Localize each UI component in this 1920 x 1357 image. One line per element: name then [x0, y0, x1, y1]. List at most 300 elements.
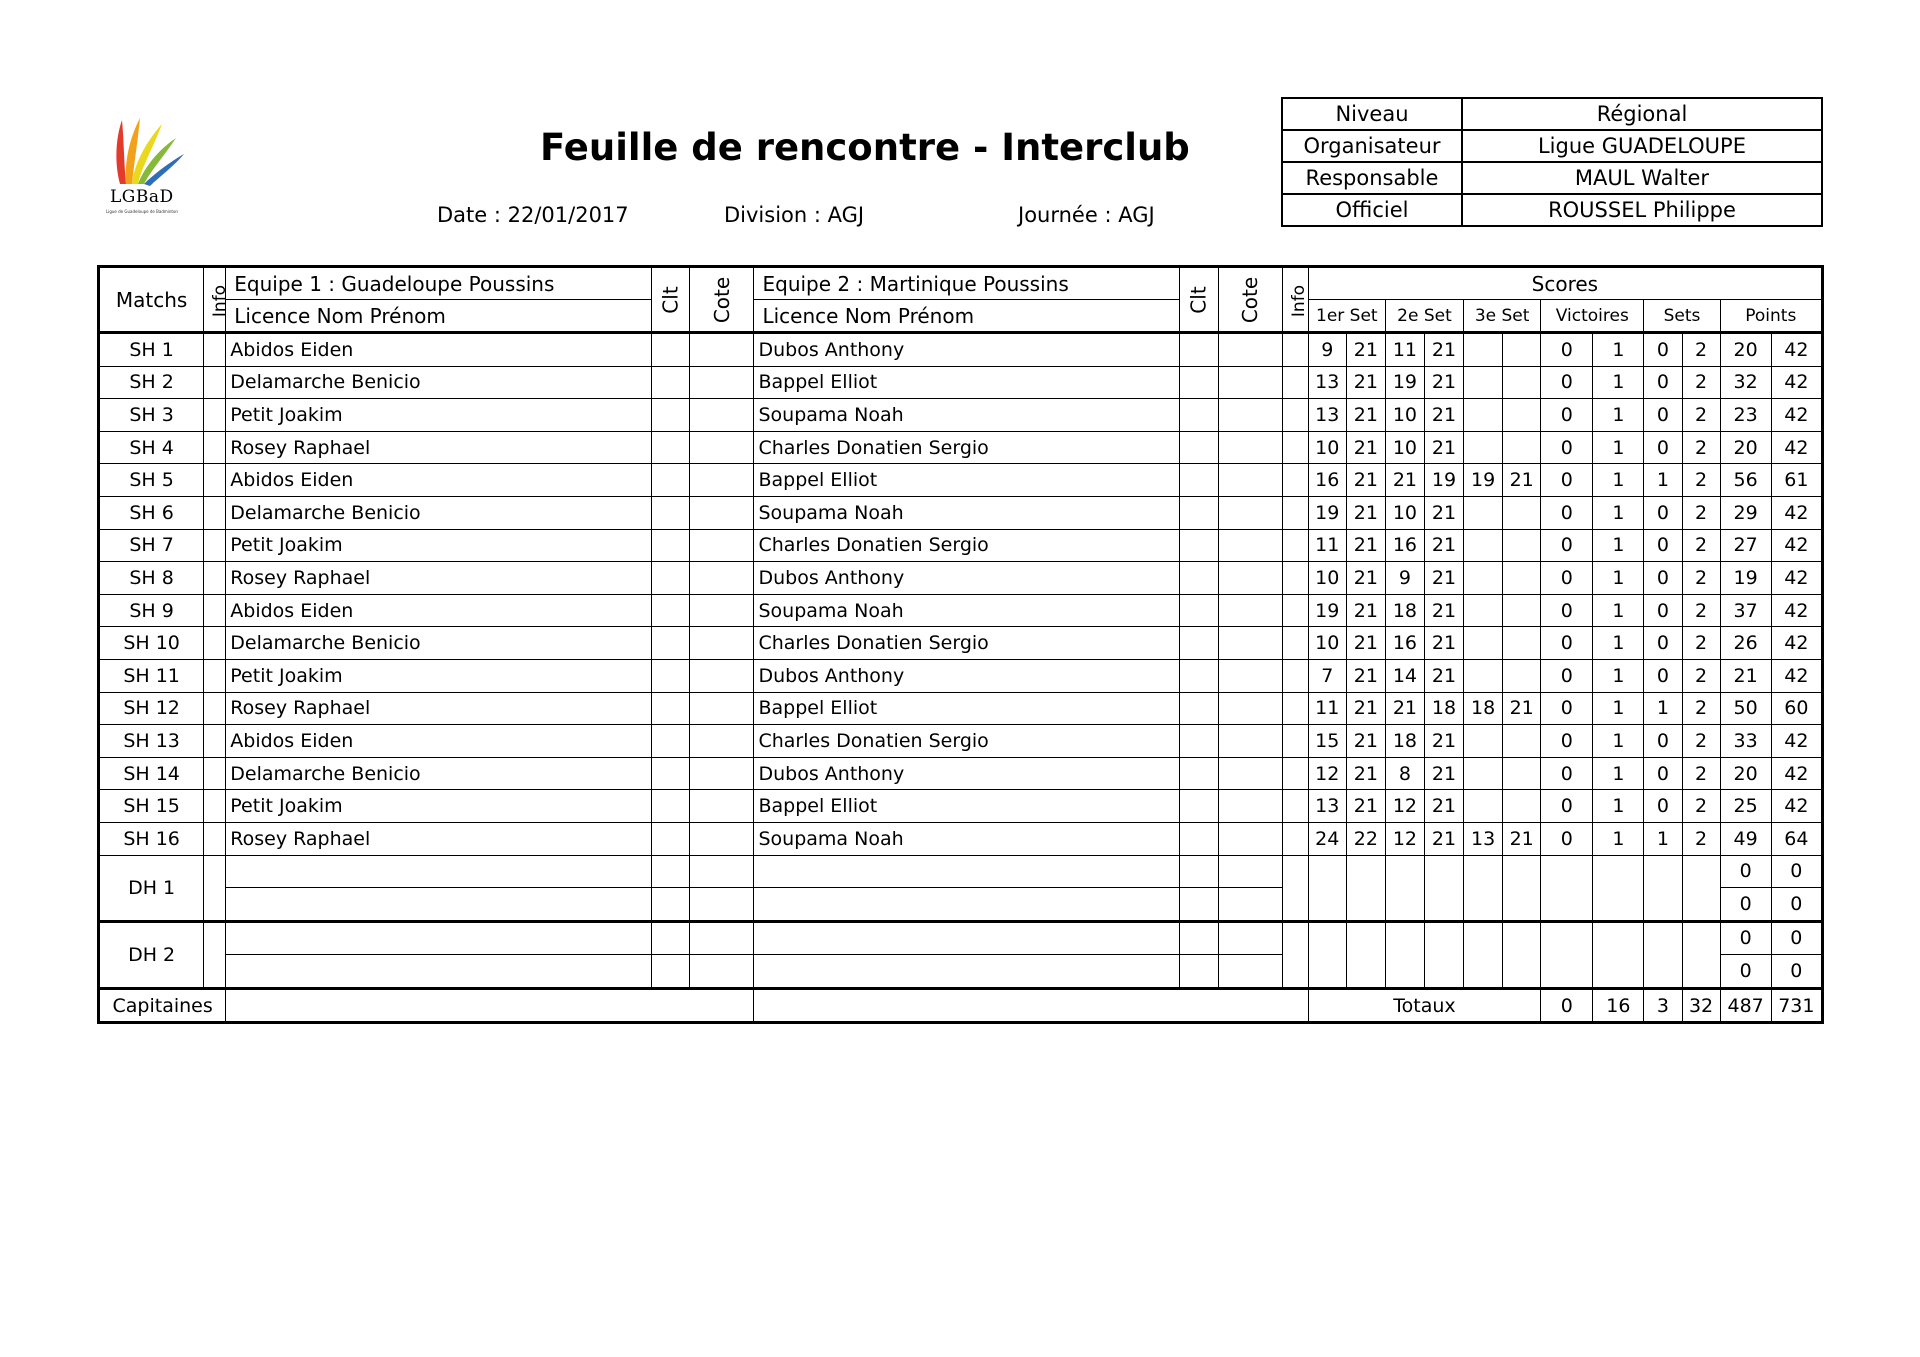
sets-value: 0: [1644, 431, 1682, 464]
points-value: 50: [1720, 692, 1771, 725]
cote-cell: [690, 594, 754, 627]
set-score: 18: [1464, 692, 1503, 725]
victoires-header: Victoires: [1541, 300, 1644, 333]
match-row: [99, 659, 1823, 692]
victoires-value: 0: [1541, 529, 1593, 562]
points-value: 20: [1720, 431, 1771, 464]
set-score: 21: [1346, 529, 1385, 562]
set-score: 9: [1308, 333, 1346, 367]
team2-header: Equipe 2 : Martinique Poussins: [754, 267, 1180, 300]
info-header-2: Info: [1282, 267, 1308, 333]
victoires-value: 1: [1593, 529, 1644, 562]
logo-text: LGBaD: [110, 187, 174, 207]
player2-name: Dubos Anthony: [754, 659, 1180, 692]
set3-header: 3e Set: [1464, 300, 1541, 333]
set-score: [1464, 333, 1503, 367]
victoires-value: 1: [1593, 757, 1644, 790]
set-score: 10: [1308, 562, 1346, 595]
info-row: [1282, 194, 1822, 226]
clt-cell: [652, 692, 690, 725]
cote-cell: [1218, 399, 1282, 432]
player1-name: Abidos Eiden: [226, 333, 652, 367]
info-cell: [204, 529, 226, 562]
cote-header-1: Cote: [690, 267, 754, 333]
points-value: 60: [1771, 692, 1822, 725]
sets-value: 2: [1682, 627, 1720, 660]
set-score: 21: [1346, 692, 1385, 725]
points-value: 42: [1771, 399, 1822, 432]
points-value: 27: [1720, 529, 1771, 562]
set-score: 21: [1346, 496, 1385, 529]
points-value: 49: [1720, 822, 1771, 855]
doubles-row: [99, 921, 1823, 955]
cote-cell: [690, 562, 754, 595]
set-score: 19: [1464, 464, 1503, 497]
player2-name: Dubos Anthony: [754, 562, 1180, 595]
cote-cell: [690, 757, 754, 790]
points-value: 33: [1720, 725, 1771, 758]
capitaines-label: Capitaines: [99, 988, 226, 1023]
info-cell: [1282, 659, 1308, 692]
points-value: 42: [1771, 562, 1822, 595]
cote-cell: [690, 955, 754, 989]
match-sheet-table: [97, 265, 1824, 1024]
victoires-value: 0: [1541, 790, 1593, 823]
set-score: 16: [1308, 464, 1346, 497]
set-score: 10: [1308, 627, 1346, 660]
victoires-value: 1: [1593, 627, 1644, 660]
match-row: [99, 627, 1823, 660]
player1-name: [226, 888, 652, 922]
sets-value: 0: [1644, 757, 1682, 790]
clt-cell: [652, 921, 690, 955]
cote-cell: [690, 659, 754, 692]
victoires-value: 1: [1593, 431, 1644, 464]
info-row: [1282, 162, 1822, 194]
set-score: 21: [1503, 692, 1541, 725]
set-score: 13: [1308, 790, 1346, 823]
player2-name: Soupama Noah: [754, 822, 1180, 855]
points-value: 0: [1771, 955, 1822, 989]
clt-cell: [1180, 431, 1218, 464]
clt-cell: [652, 366, 690, 399]
clt-cell: [1180, 399, 1218, 432]
sets-value: 1: [1644, 464, 1682, 497]
set-score: 21: [1424, 725, 1463, 758]
info-cell: [1282, 529, 1308, 562]
cote-cell: [1218, 921, 1282, 955]
points-value: 21: [1720, 659, 1771, 692]
player2-name: Dubos Anthony: [754, 757, 1180, 790]
info-value: MAUL Walter: [1462, 162, 1822, 194]
set-score: 12: [1385, 822, 1424, 855]
clt-cell: [652, 725, 690, 758]
set-score: [1503, 333, 1541, 367]
cote-cell: [690, 496, 754, 529]
victoires-value: 0: [1541, 822, 1593, 855]
points-value: 42: [1771, 627, 1822, 660]
set-score: [1464, 431, 1503, 464]
sets-value: 0: [1644, 562, 1682, 595]
set-score: 13: [1308, 366, 1346, 399]
clt-cell: [652, 757, 690, 790]
set-score: 21: [1346, 431, 1385, 464]
clt-cell: [652, 822, 690, 855]
sets-value: 2: [1682, 594, 1720, 627]
sets-value: 2: [1682, 464, 1720, 497]
clt-cell: [652, 888, 690, 922]
score-cell: [1385, 921, 1424, 988]
team1-header: Equipe 1 : Guadeloupe Poussins: [226, 267, 652, 300]
cote-cell: [1218, 659, 1282, 692]
set-score: 21: [1346, 366, 1385, 399]
info-header-1: Info: [204, 267, 226, 333]
player1-name: Rosey Raphael: [226, 822, 652, 855]
set-score: 21: [1424, 496, 1463, 529]
set-score: 21: [1503, 822, 1541, 855]
cote-cell: [690, 725, 754, 758]
points-value: 42: [1771, 594, 1822, 627]
victoires-value: 1: [1593, 725, 1644, 758]
points-value: 20: [1720, 757, 1771, 790]
player1-name: Abidos Eiden: [226, 725, 652, 758]
cote-cell: [690, 627, 754, 660]
info-cell: [1282, 921, 1308, 988]
sets-value: 2: [1682, 529, 1720, 562]
points-value: 20: [1720, 333, 1771, 367]
score-cell: [1503, 921, 1541, 988]
sets-value: 2: [1682, 692, 1720, 725]
info-cell: [204, 725, 226, 758]
clt-cell: [1180, 496, 1218, 529]
cote-cell: [690, 692, 754, 725]
set-score: [1503, 757, 1541, 790]
clt-cell: [1180, 921, 1218, 955]
cote-cell: [1218, 594, 1282, 627]
match-id: SH 13: [99, 725, 204, 758]
set1-header: 1er Set: [1308, 300, 1385, 333]
set-score: 21: [1424, 366, 1463, 399]
match-row: [99, 496, 1823, 529]
set-score: [1503, 496, 1541, 529]
player1-name: Rosey Raphael: [226, 431, 652, 464]
clt-cell: [652, 627, 690, 660]
set-score: [1464, 790, 1503, 823]
clt-cell: [652, 529, 690, 562]
info-cell: [204, 464, 226, 497]
set-score: 21: [1385, 692, 1424, 725]
victoires-value: 1: [1593, 594, 1644, 627]
set-score: 21: [1424, 333, 1463, 367]
player2-name: Dubos Anthony: [754, 333, 1180, 367]
set-score: 12: [1308, 757, 1346, 790]
clt-cell: [652, 464, 690, 497]
set-score: 21: [1424, 594, 1463, 627]
cote-cell: [1218, 496, 1282, 529]
doubles-id: DH 1: [99, 855, 204, 921]
cote-cell: [1218, 790, 1282, 823]
points-value: 25: [1720, 790, 1771, 823]
set-score: 10: [1385, 399, 1424, 432]
score-cell: [1644, 921, 1682, 988]
victoires-value: 1: [1593, 496, 1644, 529]
set-score: 19: [1385, 366, 1424, 399]
points-value: 0: [1720, 855, 1771, 888]
match-id: SH 1: [99, 333, 204, 367]
victoires-value: 1: [1593, 822, 1644, 855]
set-score: [1503, 659, 1541, 692]
logo-subtext: Ligue de Guadeloupe de Badminton: [106, 209, 178, 214]
clt-cell: [1180, 757, 1218, 790]
points-header: Points: [1720, 300, 1822, 333]
set-score: 18: [1385, 725, 1424, 758]
match-row: [99, 333, 1823, 367]
total-victoires-2: 16: [1593, 988, 1644, 1023]
cote-cell: [690, 855, 754, 888]
cote-cell: [1218, 431, 1282, 464]
set-score: 21: [1503, 464, 1541, 497]
sets-value: 2: [1682, 399, 1720, 432]
player2-name: Soupama Noah: [754, 594, 1180, 627]
set-score: 10: [1308, 431, 1346, 464]
cote-cell: [690, 529, 754, 562]
info-cell: [204, 496, 226, 529]
match-id: SH 14: [99, 757, 204, 790]
sets-value: 0: [1644, 594, 1682, 627]
match-row: [99, 464, 1823, 497]
points-value: 42: [1771, 496, 1822, 529]
sets-value: 0: [1644, 496, 1682, 529]
set-score: [1503, 366, 1541, 399]
match-id: SH 6: [99, 496, 204, 529]
division-label: Division : AGJ: [724, 203, 865, 227]
info-cell: [204, 366, 226, 399]
clt-cell: [1180, 333, 1218, 367]
player2-name: Bappel Elliot: [754, 692, 1180, 725]
clt-cell: [1180, 822, 1218, 855]
set-score: 13: [1308, 399, 1346, 432]
victoires-value: 0: [1541, 464, 1593, 497]
info-cell: [1282, 822, 1308, 855]
cote-cell: [1218, 822, 1282, 855]
player2-name: Bappel Elliot: [754, 464, 1180, 497]
cote-cell: [1218, 366, 1282, 399]
match-id: SH 7: [99, 529, 204, 562]
set-score: 12: [1385, 790, 1424, 823]
clt-cell: [652, 790, 690, 823]
victoires-value: 1: [1593, 464, 1644, 497]
sets-value: 0: [1644, 529, 1682, 562]
score-cell: [1682, 921, 1720, 988]
info-cell: [204, 757, 226, 790]
points-value: 42: [1771, 757, 1822, 790]
matchs-header: Matchs: [99, 267, 204, 333]
victoires-value: 1: [1593, 692, 1644, 725]
clt-cell: [1180, 529, 1218, 562]
victoires-value: 0: [1541, 333, 1593, 367]
victoires-value: 0: [1541, 659, 1593, 692]
score-cell: [1503, 855, 1541, 921]
points-value: 42: [1771, 366, 1822, 399]
score-cell: [1464, 921, 1503, 988]
player2-name: [754, 955, 1180, 989]
set-score: [1464, 659, 1503, 692]
match-row: [99, 594, 1823, 627]
match-row: [99, 399, 1823, 432]
set-score: 13: [1464, 822, 1503, 855]
set-score: 21: [1424, 790, 1463, 823]
score-cell: [1308, 921, 1346, 988]
licence-header-1: Licence Nom Prénom: [226, 300, 652, 333]
set-score: 21: [1424, 562, 1463, 595]
info-cell: [204, 855, 226, 921]
points-value: 42: [1771, 790, 1822, 823]
info-cell: [1282, 790, 1308, 823]
clt-cell: [1180, 888, 1218, 922]
info-cell: [204, 822, 226, 855]
match-id: SH 3: [99, 399, 204, 432]
set-score: 21: [1424, 822, 1463, 855]
points-value: 42: [1771, 659, 1822, 692]
captain-team1-cell: [226, 988, 754, 1023]
match-row: [99, 757, 1823, 790]
match-row: [99, 431, 1823, 464]
match-id: SH 4: [99, 431, 204, 464]
sets-value: 2: [1682, 725, 1720, 758]
points-value: 0: [1771, 921, 1822, 955]
info-cell: [1282, 692, 1308, 725]
score-cell: [1308, 855, 1346, 921]
clt-cell: [1180, 692, 1218, 725]
clt-cell: [652, 659, 690, 692]
info-cell: [1282, 757, 1308, 790]
info-cell: [1282, 496, 1308, 529]
doubles-id: DH 2: [99, 921, 204, 988]
clt-header-2: Clt: [1180, 267, 1218, 333]
player2-name: Bappel Elliot: [754, 366, 1180, 399]
set-score: [1503, 594, 1541, 627]
set-score: [1503, 790, 1541, 823]
match-id: SH 12: [99, 692, 204, 725]
match-id: SH 2: [99, 366, 204, 399]
info-row: [1282, 98, 1822, 130]
sets-value: 0: [1644, 725, 1682, 758]
set-score: 21: [1424, 627, 1463, 660]
points-value: 42: [1771, 431, 1822, 464]
victoires-value: 0: [1541, 757, 1593, 790]
info-value: ROUSSEL Philippe: [1462, 194, 1822, 226]
info-cell: [204, 659, 226, 692]
points-value: 61: [1771, 464, 1822, 497]
info-cell: [204, 431, 226, 464]
sets-header: Sets: [1644, 300, 1720, 333]
set-score: 21: [1346, 333, 1385, 367]
score-cell: [1644, 855, 1682, 921]
set-score: 21: [1346, 562, 1385, 595]
match-row: [99, 725, 1823, 758]
total-points-2: 731: [1771, 988, 1822, 1023]
match-id: SH 11: [99, 659, 204, 692]
sets-value: 2: [1682, 822, 1720, 855]
sets-value: 2: [1682, 333, 1720, 367]
scores-header: Scores: [1308, 267, 1822, 300]
player1-name: Petit Joakim: [226, 790, 652, 823]
cote-cell: [690, 921, 754, 955]
set-score: 11: [1385, 333, 1424, 367]
cote-cell: [690, 431, 754, 464]
player1-name: Delamarche Benicio: [226, 627, 652, 660]
player2-name: [754, 855, 1180, 888]
clt-cell: [1180, 562, 1218, 595]
info-cell: [204, 333, 226, 367]
cote-cell: [690, 333, 754, 367]
points-value: 0: [1720, 921, 1771, 955]
points-value: 64: [1771, 822, 1822, 855]
sets-value: 2: [1682, 366, 1720, 399]
info-cell: [204, 790, 226, 823]
info-cell: [1282, 333, 1308, 367]
total-points-1: 487: [1720, 988, 1771, 1023]
sets-value: 0: [1644, 333, 1682, 367]
player2-name: Charles Donatien Sergio: [754, 431, 1180, 464]
points-value: 0: [1771, 888, 1822, 922]
player1-name: Petit Joakim: [226, 529, 652, 562]
clt-cell: [652, 399, 690, 432]
player1-name: [226, 855, 652, 888]
set-score: 21: [1346, 627, 1385, 660]
points-value: 0: [1720, 955, 1771, 989]
victoires-value: 0: [1541, 562, 1593, 595]
score-cell: [1346, 855, 1385, 921]
set-score: [1464, 594, 1503, 627]
score-cell: [1424, 921, 1463, 988]
match-id: SH 16: [99, 822, 204, 855]
set-score: 11: [1308, 529, 1346, 562]
sets-value: 2: [1682, 659, 1720, 692]
player2-name: Charles Donatien Sergio: [754, 627, 1180, 660]
set-score: 10: [1385, 496, 1424, 529]
set-score: 21: [1385, 464, 1424, 497]
set-score: [1503, 562, 1541, 595]
sets-value: 0: [1644, 399, 1682, 432]
info-label: Officiel: [1282, 194, 1462, 226]
player2-name: [754, 888, 1180, 922]
info-cell: [1282, 725, 1308, 758]
info-cell: [204, 921, 226, 988]
cote-cell: [690, 790, 754, 823]
victoires-value: 1: [1593, 562, 1644, 595]
match-id: SH 15: [99, 790, 204, 823]
cote-cell: [690, 366, 754, 399]
sets-value: 1: [1644, 692, 1682, 725]
set-score: 21: [1424, 659, 1463, 692]
set-score: [1464, 725, 1503, 758]
score-cell: [1682, 855, 1720, 921]
match-row: [99, 562, 1823, 595]
set-score: [1464, 399, 1503, 432]
cote-cell: [690, 399, 754, 432]
info-cell: [204, 627, 226, 660]
info-value: Ligue GUADELOUPE: [1462, 130, 1822, 162]
match-row: [99, 529, 1823, 562]
match-id: SH 9: [99, 594, 204, 627]
clt-cell: [1180, 955, 1218, 989]
set-score: 21: [1346, 757, 1385, 790]
player1-name: Delamarche Benicio: [226, 496, 652, 529]
set-score: 21: [1346, 790, 1385, 823]
set-score: [1503, 529, 1541, 562]
victoires-value: 0: [1541, 496, 1593, 529]
